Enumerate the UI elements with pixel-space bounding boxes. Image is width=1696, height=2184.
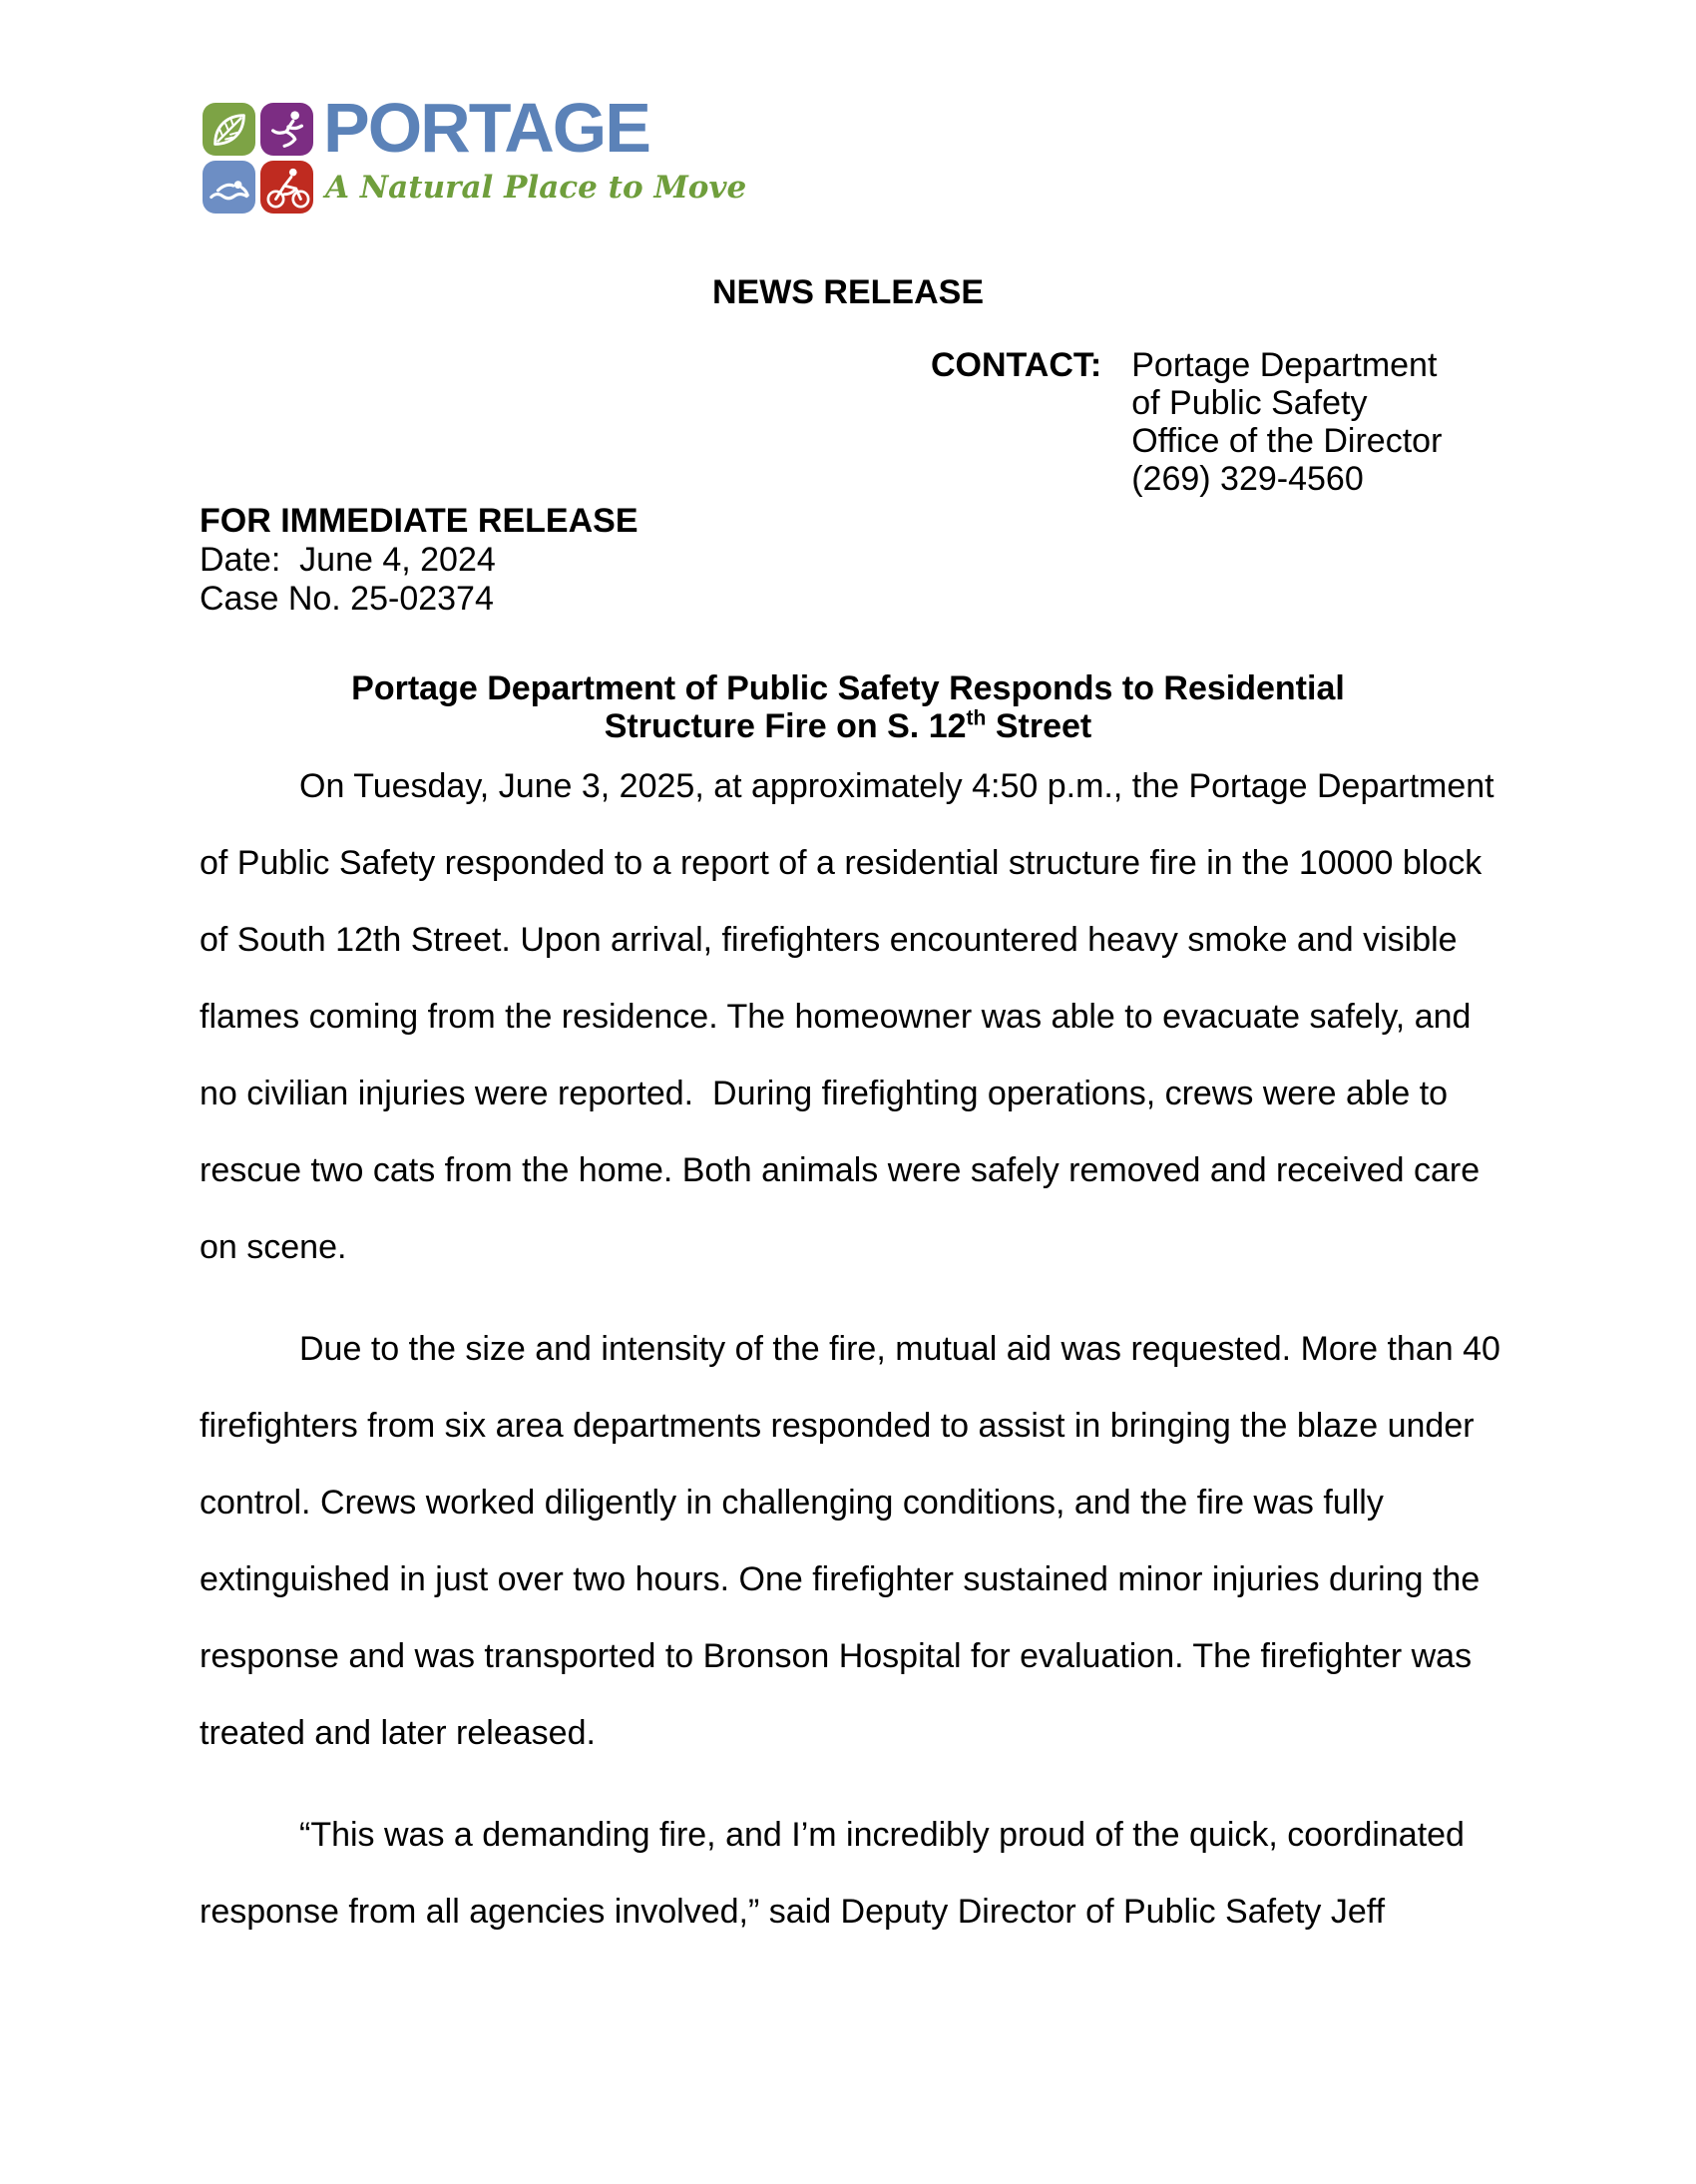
- paragraph: “This was a demanding fire, and I’m incredibly proud of the quick, coordinated response from all agencies involved,” said Deputy Director of Public Safety Jeff: [200, 1816, 1475, 1931]
- immediate-release-label: FOR IMMEDIATE RELEASE: [200, 502, 638, 540]
- title-ordinal-superscript: th: [966, 706, 987, 730]
- paragraph: On Tuesday, June 3, 2025, at approximately 4:50 p.m., the Portage Department of Public Safety responded to a report of a residential structure fire in the 10000 block of South 12th Street. Upon arrival, firefighters encountered heavy smoke and visible flames coming from the residence. The homeowner was able to evacuate safely, and no civilian injuries were reported. During firefighting operations, crews were able to rescue two cats from the home. Both animals were safely removed and received care on scene.: [200, 767, 1504, 1266]
- paragraph: Due to the size and intensity of the fire, mutual aid was requested. More than 40 firefighters from six area departments responded to assist in bringing the blaze under control. Crews worked diligently in challenging conditions, and the fire was fully extinguished in just over two hours. One firefighter sustained minor injuries during the response and was transported to Bronson Hospital for evaluation. The firefighter was treated and later released.: [200, 1330, 1510, 1752]
- document-title-line1: Portage Department of Public Safety Responds to Residential: [351, 669, 1345, 707]
- contact-line: (269) 329-4560: [1131, 460, 1364, 498]
- runner-icon: [260, 103, 313, 156]
- release-date: Date: June 4, 2024: [200, 541, 496, 579]
- case-number: Case No. 25-02374: [200, 580, 494, 618]
- swimmer-icon: [203, 161, 255, 214]
- body-text: [200, 748, 1510, 1975]
- logo-tile-grid: [203, 103, 313, 214]
- title-line2-text: Street: [986, 707, 1092, 745]
- logo-text: [323, 89, 747, 214]
- document-title: [200, 669, 1496, 745]
- release-info-block: [200, 502, 638, 619]
- contact-block: [931, 346, 1442, 498]
- news-release-heading: NEWS RELEASE: [711, 273, 985, 311]
- leaf-icon: [203, 103, 255, 156]
- contact-line: Portage Department: [1131, 346, 1438, 384]
- title-line2-text: Structure Fire on S. 12: [604, 707, 967, 745]
- logo-wordmark: PORTAGE: [323, 89, 649, 167]
- contact-line: of Public Safety: [1131, 384, 1368, 422]
- contact-lines: [1131, 346, 1442, 498]
- cyclist-icon: [260, 161, 313, 214]
- contact-line: Office of the Director: [1131, 422, 1443, 460]
- portage-logo: [203, 89, 747, 214]
- document-title-line2: [200, 707, 1496, 745]
- logo-tagline: A Natural Place to Move: [325, 170, 747, 207]
- contact-label: CONTACT:: [931, 346, 1102, 384]
